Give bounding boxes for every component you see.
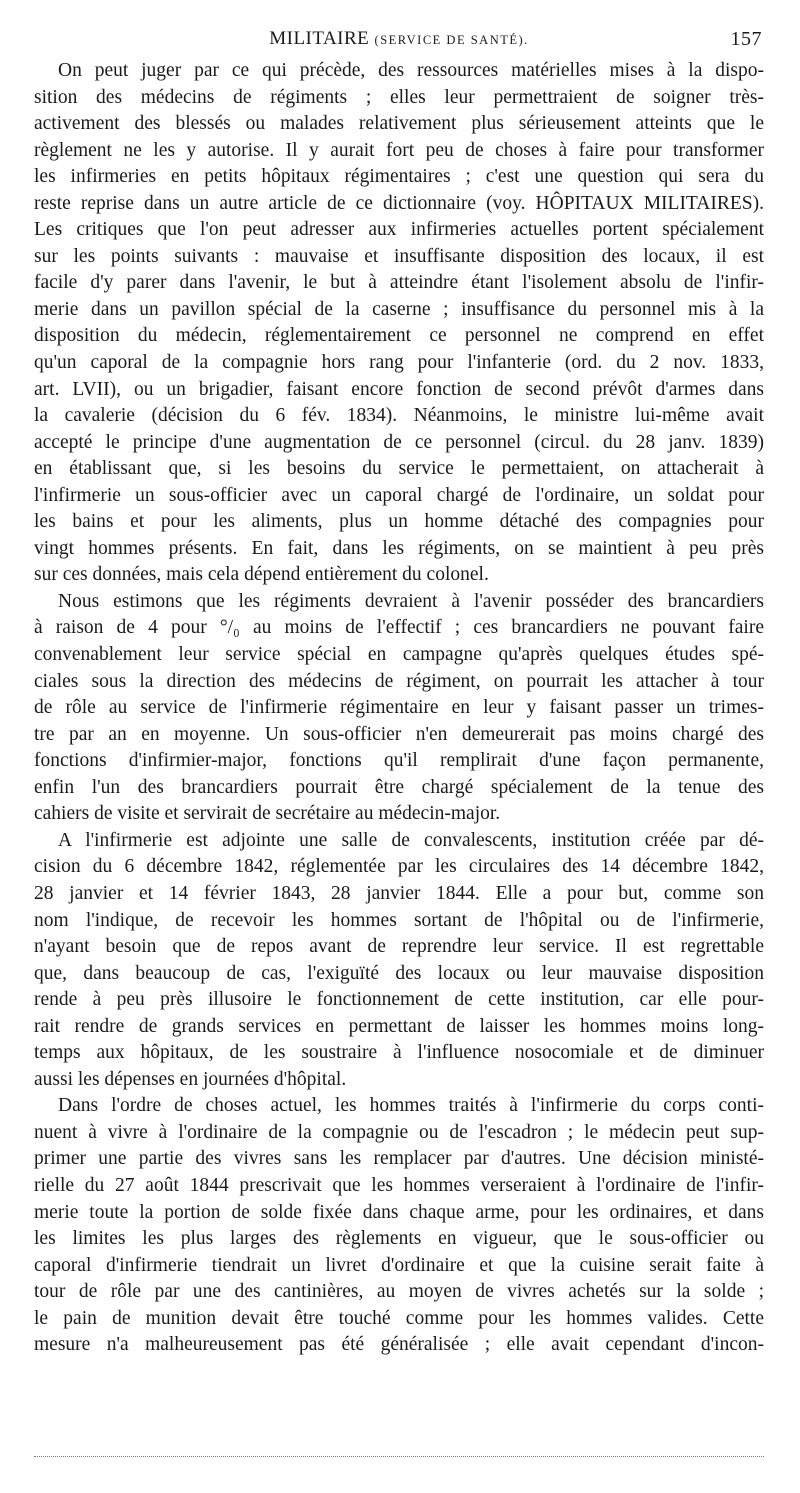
- text-line: mesure n'a malheureusement pas été généralisée ; elle avait cependant d'incon-: [34, 1334, 764, 1356]
- text-line: convenablement leur service spécial en campagne qu'après quelques études spé-: [34, 644, 764, 666]
- text-line: nom l'indique, de recevoir les hommes sortant de l'hôpital ou de l'infirmerie,: [34, 909, 764, 931]
- text-line: cision du 6 décembre 1842, réglementée par les circulaires des 14 décembre 1842,: [34, 856, 764, 878]
- text-line: ciales sous la direction des médecins de régiment, on pourrait les attacher à tour: [34, 670, 764, 692]
- text-line: sition des médecins de régiments ; elles leur permettraient de soigner très-: [34, 86, 764, 108]
- running-head: [34, 28, 764, 58]
- running-title-sub: (SERVICE DE SANTÉ).: [374, 33, 529, 47]
- text-line: rait rendre de grands services en permettant de laisser les hommes moins long-: [34, 1015, 764, 1037]
- text-line: l'infirmerie un sous-officier avec un caporal chargé de l'ordinaire, un soldat pour: [34, 484, 764, 506]
- text-line: de rôle au service de l'infirmerie régimentaire en leur y faisant passer un trimes-: [34, 697, 764, 719]
- text-line: le pain de munition devait être touché comme pour les hommes valides. Cette: [34, 1307, 764, 1329]
- text-line: qu'un caporal de la compagnie hors rang pour l'infanterie (ord. du 2 nov. 1833,: [34, 352, 764, 374]
- text-line: Les critiques que l'on peut adresser aux infirmeries actuelles portent spécialement: [34, 219, 764, 241]
- text-line: tour de rôle par une des cantinières, au moyen de vivres achetés sur la solde ;: [34, 1281, 764, 1303]
- text-line: reste reprise dans un autre article de ce dictionnaire (voy. HÔPITAUX MILITAIRES).: [34, 192, 764, 214]
- text-line: la cavalerie (décision du 6 fév. 1834). Néanmoins, le ministre lui-même avait: [34, 405, 764, 427]
- body-text: [34, 58, 764, 1359]
- text-line: sur les points suivants : mauvaise et insuffisante disposition des locaux, il est: [34, 245, 764, 267]
- text-line: accepté le principe d'une augmentation de ce personnel (circul. du 28 janv. 1839): [34, 431, 764, 453]
- text-line: caporal d'infirmerie tiendrait un livret d'ordinaire et que la cuisine serait faite à: [34, 1254, 764, 1276]
- text-line: règlement ne les y autorise. Il y aurait fort peu de choses à faire pour transformer: [34, 139, 764, 161]
- text-line: 28 janvier et 14 février 1843, 28 janvier 1844. Elle a pour but, comme son: [34, 882, 764, 904]
- text-line: en établissant que, si les besoins du service le permettaient, on attacherait à: [34, 458, 764, 480]
- text-line: que, dans beaucoup de cas, l'exiguïté des locaux ou leur mauvaise disposition: [34, 962, 764, 984]
- text-line: fonctions d'infirmier-major, fonctions qu'il remplirait d'une façon permanente,: [34, 750, 764, 772]
- text-line: On peut juger par ce qui précède, des ressources matérielles mises à la dispo-: [58, 60, 764, 81]
- text-line: enfin l'un des brancardiers pourrait être chargé spécialement de la tenue des: [34, 776, 764, 798]
- text-line: Nous estimons que les régiments devraient à l'avenir posséder des brancardiers: [58, 590, 764, 612]
- text-line: aussi les dépenses en journées d'hôpital.: [34, 1068, 347, 1090]
- text-line: rende à peu près illusoire le fonctionnement de cette institution, car elle pour-: [34, 989, 764, 1011]
- text-line: activement des blessés ou malades relativement plus sérieusement atteints que le: [34, 113, 764, 135]
- text-line: tre par an en moyenne. Un sous-officier n'en demeurerait pas moins chargé des: [34, 723, 764, 745]
- text-line: rielle du 27 août 1844 prescrivait que les hommes verseraient à l'ordinaire de l'infir-: [34, 1174, 764, 1196]
- text-line: facile d'y parer dans l'avenir, le but à atteindre étant l'isolement absolu de l'infir-: [34, 272, 764, 294]
- footer-dotted-rule: [34, 1456, 764, 1457]
- text-line: sur ces données, mais cela dépend entièrement du colonel.: [34, 564, 489, 586]
- text-line: à raison de 4 pour °/₀ au moins de l'effectif ; ces brancardiers ne pouvant faire: [34, 617, 764, 639]
- text-line: les bains et pour les aliments, plus un homme détaché des compagnies pour: [34, 511, 764, 533]
- text-line: cahiers de visite et servirait de secrétaire au médecin-major.: [34, 803, 501, 825]
- text-line: merie toute la portion de solde fixée dans chaque arme, pour les ordinaires, et dans: [34, 1201, 764, 1223]
- text-line: Dans l'ordre de choses actuel, les hommes traités à l'infirmerie du corps conti-: [58, 1095, 764, 1117]
- page-number: 157: [730, 28, 762, 50]
- text-line: A l'infirmerie est adjointe une salle de convalescents, institution créée par dé-: [58, 829, 764, 851]
- text-line: vingt hommes présents. En fait, dans les régiments, on se maintient à peu près: [34, 537, 764, 559]
- text-line: merie dans un pavillon spécial de la caserne ; insuffisance du personnel mis à la: [34, 298, 764, 320]
- running-title: [34, 28, 764, 50]
- text-line: les infirmeries en petits hôpitaux régimentaires ; c'est une question qui sera du: [34, 166, 764, 188]
- text-line: nuent à vivre à l'ordinaire de la compagnie ou de l'escadron ; le médecin peut sup-: [34, 1121, 764, 1143]
- text-line: primer une partie des vivres sans les remplacer par d'autres. Une décision ministé-: [34, 1148, 764, 1170]
- book-page: [34, 28, 764, 1468]
- text-line: temps aux hôpitaux, de les soustraire à l'influence nosocomiale et de diminuer: [34, 1042, 764, 1064]
- running-title-main: MILITAIRE: [269, 28, 370, 49]
- text-line: art. LVII), ou un brigadier, faisant encore fonction de second prévôt d'armes dans: [34, 378, 764, 400]
- text-line: les limites les plus larges des règlements en vigueur, que le sous-officier ou: [34, 1228, 764, 1250]
- text-line: n'ayant besoin que de repos avant de reprendre leur service. Il est regrettable: [34, 936, 764, 958]
- text-line: disposition du médecin, réglementairement ce personnel ne comprend en effet: [34, 325, 764, 347]
